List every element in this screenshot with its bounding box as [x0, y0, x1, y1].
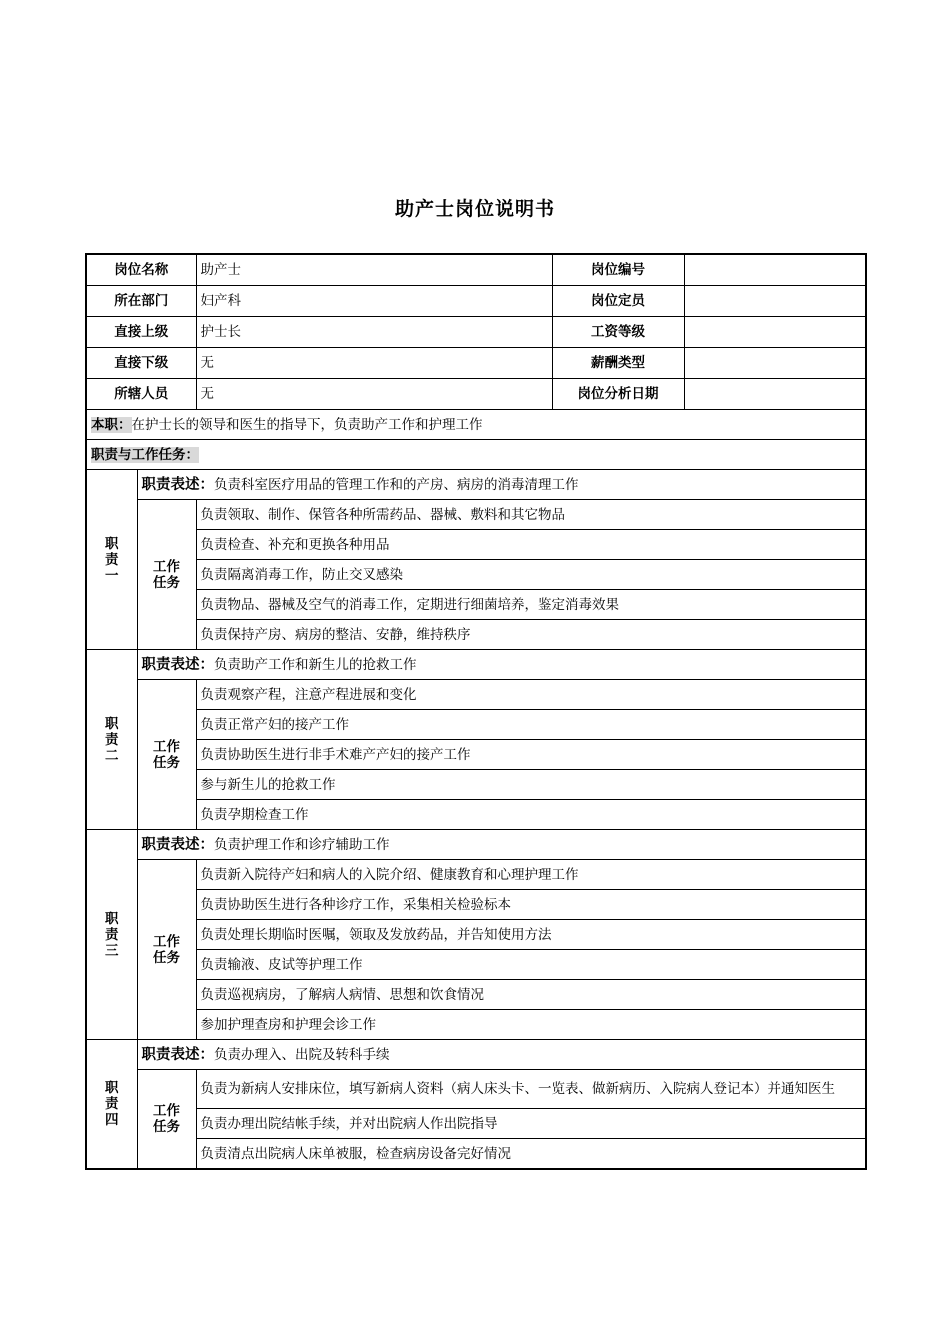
task-item: 负责新入院待产妇和病人的入院介绍、健康教育和心理护理工作 — [196, 860, 866, 890]
task-label-text: 工作 任务 — [153, 738, 180, 771]
task-row — [86, 680, 866, 710]
duty-statement-text: 负责护理工作和诊疗辅助工作 — [214, 836, 390, 853]
info-value — [684, 348, 866, 379]
duty-name-text: 职 责 二 — [105, 715, 119, 764]
task-label-text: 工作 任务 — [153, 933, 180, 966]
task-row — [86, 740, 866, 770]
task-row — [86, 980, 866, 1010]
duty-name — [86, 830, 137, 1040]
task-row — [86, 860, 866, 890]
info-row — [86, 286, 866, 317]
task-row — [86, 890, 866, 920]
info-label: 直接上级 — [86, 317, 196, 348]
duty-name — [86, 1040, 137, 1170]
info-label: 所在部门 — [86, 286, 196, 317]
task-item: 负责保持产房、病房的整洁、安静，维持秩序 — [196, 620, 866, 650]
task-row — [86, 1010, 866, 1040]
duty-statement-label: 职责表述： — [141, 656, 214, 673]
info-label: 薪酬类型 — [552, 348, 684, 379]
task-item: 负责隔离消毒工作，防止交叉感染 — [196, 560, 866, 590]
task-row — [86, 710, 866, 740]
duty-statement-text: 负责办理入、出院及转科手续 — [214, 1046, 390, 1063]
task-label-text: 工作 任务 — [153, 558, 180, 591]
task-item: 负责协助医生进行非手术难产产妇的接产工作 — [196, 740, 866, 770]
task-row — [86, 770, 866, 800]
task-item: 负责处理长期临时医嘱，领取及发放药品，并告知使用方法 — [196, 920, 866, 950]
info-row — [86, 379, 866, 410]
info-label: 岗位编号 — [552, 254, 684, 286]
info-label: 工资等级 — [552, 317, 684, 348]
duty-statement — [137, 650, 866, 680]
summary-label: 本职： — [91, 416, 132, 433]
info-value: 助产士 — [196, 254, 552, 286]
duties-header-cell — [86, 440, 866, 470]
task-row — [86, 1139, 866, 1170]
duty-statement-label: 职责表述： — [141, 1046, 214, 1063]
duty-statement-row — [86, 1040, 866, 1070]
task-item: 负责正常产妇的接产工作 — [196, 710, 866, 740]
job-description-table — [85, 253, 867, 1170]
task-item: 负责输液、皮试等护理工作 — [196, 950, 866, 980]
task-item: 参与新生儿的抢救工作 — [196, 770, 866, 800]
task-row — [86, 1070, 866, 1109]
info-row — [86, 348, 866, 379]
duty-name-text: 职 责 三 — [105, 910, 119, 959]
task-label — [137, 1070, 196, 1170]
task-row — [86, 530, 866, 560]
info-label: 岗位定员 — [552, 286, 684, 317]
info-value: 护士长 — [196, 317, 552, 348]
page-title: 助产士岗位说明书 — [394, 198, 555, 220]
task-item: 参加护理查房和护理会诊工作 — [196, 1010, 866, 1040]
info-row — [86, 254, 866, 286]
task-row — [86, 800, 866, 830]
duties-header-row — [86, 440, 866, 470]
duty-statement — [137, 1040, 866, 1070]
duty-name — [86, 470, 137, 650]
duty-statement-text: 负责助产工作和新生儿的抢救工作 — [214, 656, 417, 673]
task-label — [137, 680, 196, 830]
task-row — [86, 950, 866, 980]
task-row — [86, 920, 866, 950]
task-item: 负责为新病人安排床位，填写新病人资料（病人床头卡、一览表、做新病历、入院病人登记本）并通知医生 — [196, 1070, 866, 1109]
duty-name-text: 职 责 一 — [105, 535, 119, 584]
task-item: 负责领取、制作、保管各种所需药品、器械、敷料和其它物品 — [196, 500, 866, 530]
duty-statement-label: 职责表述： — [141, 476, 214, 493]
info-value — [684, 254, 866, 286]
task-row — [86, 620, 866, 650]
summary-cell — [86, 410, 866, 440]
info-value — [684, 286, 866, 317]
task-row — [86, 560, 866, 590]
task-item: 负责孕期检查工作 — [196, 800, 866, 830]
duty-name-text: 职 责 四 — [105, 1080, 119, 1128]
duty-statement-row — [86, 830, 866, 860]
duty-statement-row — [86, 470, 866, 500]
task-item: 负责物品、器械及空气的消毒工作，定期进行细菌培养，鉴定消毒效果 — [196, 590, 866, 620]
info-label: 直接下级 — [86, 348, 196, 379]
duty-statement — [137, 830, 866, 860]
task-item: 负责清点出院病人床单被服，检查病房设备完好情况 — [196, 1139, 866, 1170]
task-label — [137, 860, 196, 1040]
task-row — [86, 590, 866, 620]
duty-statement — [137, 470, 866, 500]
info-label: 所辖人员 — [86, 379, 196, 410]
duty-statement-text: 负责科室医疗用品的管理工作和的产房、病房的消毒清理工作 — [214, 476, 579, 493]
info-row — [86, 317, 866, 348]
task-item: 负责巡视病房，了解病人病情、思想和饮食情况 — [196, 980, 866, 1010]
task-label-text: 工作 任务 — [153, 1103, 180, 1135]
summary-row — [86, 410, 866, 440]
task-item: 负责协助医生进行各种诊疗工作，采集相关检验标本 — [196, 890, 866, 920]
info-label: 岗位分析日期 — [552, 379, 684, 410]
task-item: 负责观察产程，注意产程进展和变化 — [196, 680, 866, 710]
info-value: 无 — [196, 379, 552, 410]
info-value: 无 — [196, 348, 552, 379]
duty-statement-label: 职责表述： — [141, 836, 214, 853]
duties-header: 职责与工作任务： — [91, 446, 199, 463]
info-value — [684, 379, 866, 410]
info-label: 岗位名称 — [86, 254, 196, 286]
task-item: 负责检查、补充和更换各种用品 — [196, 530, 866, 560]
info-value — [684, 317, 866, 348]
task-label — [137, 500, 196, 650]
duty-statement-row — [86, 650, 866, 680]
task-row — [86, 500, 866, 530]
summary-text: 在护士长的领导和医生的指导下，负责助产工作和护理工作 — [131, 416, 483, 433]
info-value: 妇产科 — [196, 286, 552, 317]
task-item: 负责办理出院结帐手续，并对出院病人作出院指导 — [196, 1109, 866, 1139]
task-row — [86, 1109, 866, 1139]
duty-name — [86, 650, 137, 830]
